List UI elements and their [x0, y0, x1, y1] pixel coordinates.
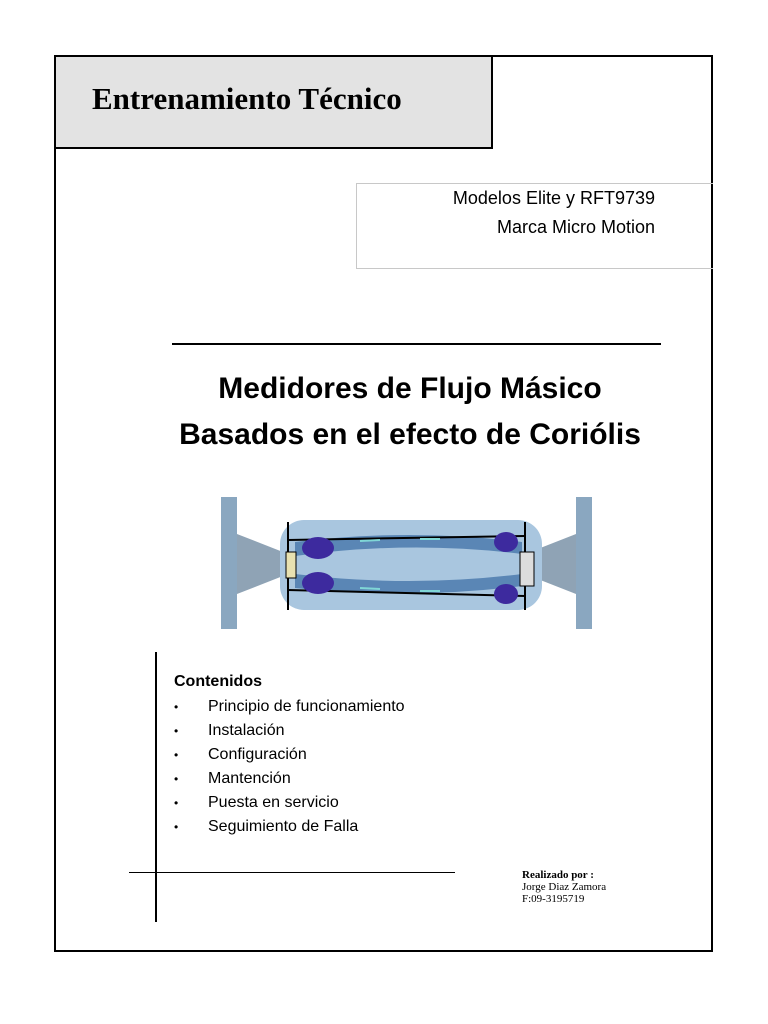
- main-title-line-2: Basados en el efecto de Coriólis: [179, 418, 641, 451]
- title-separator: [172, 343, 661, 345]
- model-line-1: Modelos Elite y RFT9739: [452, 188, 655, 208]
- list-item: • Seguimiento de Falla: [174, 818, 359, 835]
- main-title-line-1: Medidores de Flujo Másico: [218, 372, 602, 405]
- coriolis-meter-illustration: [210, 492, 602, 632]
- title-box: [54, 55, 493, 149]
- document-title: Entrenamiento Técnico: [92, 81, 402, 116]
- list-item: • Principio de funcionamiento: [174, 698, 405, 715]
- model-line-2: Marca Micro Motion: [496, 217, 655, 237]
- list-item: • Mantención: [174, 770, 291, 787]
- left-flange: [221, 497, 237, 629]
- author-name: Jorge Diaz Zamora: [522, 881, 607, 893]
- author-phone: F:09-3195719: [522, 893, 585, 905]
- author-label: Realizado por :: [522, 869, 594, 881]
- list-item: • Puesta en servicio: [174, 794, 339, 811]
- contents-vertical-rule: [155, 652, 157, 922]
- model-info-box: [356, 183, 713, 269]
- right-flange: [576, 497, 592, 629]
- author-block: [522, 869, 606, 905]
- list-item: • Configuración: [174, 746, 307, 763]
- contents-heading: Contenidos: [174, 673, 262, 690]
- footer-horizontal-rule: [129, 872, 455, 873]
- list-item: • Instalación: [174, 722, 285, 739]
- contents-list: [174, 695, 405, 839]
